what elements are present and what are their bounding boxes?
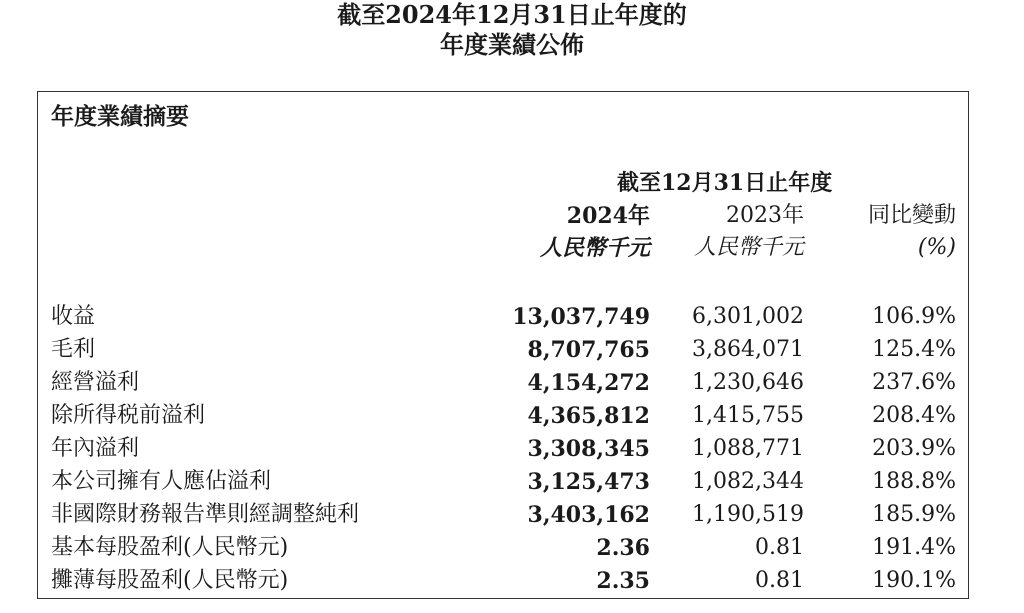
row-value-2024: 2.36 (596, 535, 650, 561)
row-value-2024: 3,403,162 (527, 502, 650, 528)
row-change: 208.4% (872, 403, 956, 428)
row-value-2023: 1,190,519 (692, 502, 804, 527)
row-value-2023: 6,301,002 (692, 304, 804, 329)
row-value-2023: 0.81 (755, 568, 804, 593)
row-change: 125.4% (872, 337, 956, 362)
row-label: 年內溢利 (51, 436, 140, 461)
row-change: 191.4% (872, 535, 956, 560)
row-value-2024: 8,707,765 (527, 337, 650, 363)
row-value-2023: 0.81 (755, 535, 804, 560)
row-change: 190.1% (872, 568, 956, 593)
row-value-2023: 1,088,771 (692, 436, 804, 461)
row-value-2024: 4,365,812 (527, 403, 650, 429)
column-unit-change: (%) (917, 235, 956, 260)
row-label: 除所得税前溢利 (51, 403, 206, 428)
summary-box (37, 91, 969, 599)
column-header-2023-year: 2023年 (726, 203, 804, 228)
row-label: 毛利 (51, 337, 96, 362)
document-title-line2: 年度業績公佈 (440, 30, 584, 59)
row-label: 基本每股盈利(人民幣元) (51, 535, 289, 560)
row-label: 本公司擁有人應佔溢利 (51, 469, 272, 494)
row-label: 非國際財務報告準則經調整純利 (51, 502, 360, 527)
row-value-2023: 1,415,755 (692, 403, 804, 428)
column-unit-2023: 人民幣千元 (693, 235, 804, 260)
row-label: 收益 (51, 304, 96, 329)
row-value-2023: 1,082,344 (692, 469, 804, 494)
row-value-2024: 2.35 (596, 568, 650, 594)
row-value-2024: 13,037,749 (512, 304, 650, 330)
row-value-2023: 1,230,646 (692, 370, 804, 395)
column-unit-2024: 人民幣千元 (539, 235, 650, 261)
row-label: 攤薄每股盈利(人民幣元) (51, 568, 289, 593)
row-change: 203.9% (872, 436, 956, 461)
row-value-2024: 3,125,473 (527, 469, 650, 495)
summary-box-title: 年度業績摘要 (51, 103, 189, 130)
row-change: 106.9% (872, 304, 956, 329)
row-change: 185.9% (872, 502, 956, 527)
row-change: 237.6% (872, 370, 956, 395)
column-header-change: 同比變動 (867, 203, 956, 228)
period-header: 截至12月31日止年度 (617, 170, 833, 196)
row-value-2023: 3,864,071 (692, 337, 804, 362)
column-header-2024-year: 2024年 (566, 203, 650, 229)
row-value-2024: 4,154,272 (527, 370, 650, 396)
row-change: 188.8% (872, 469, 956, 494)
document-title-line1: 截至2024年12月31日止年度的 (337, 0, 687, 29)
row-value-2024: 3,308,345 (527, 436, 650, 462)
row-label: 經營溢利 (51, 370, 140, 395)
